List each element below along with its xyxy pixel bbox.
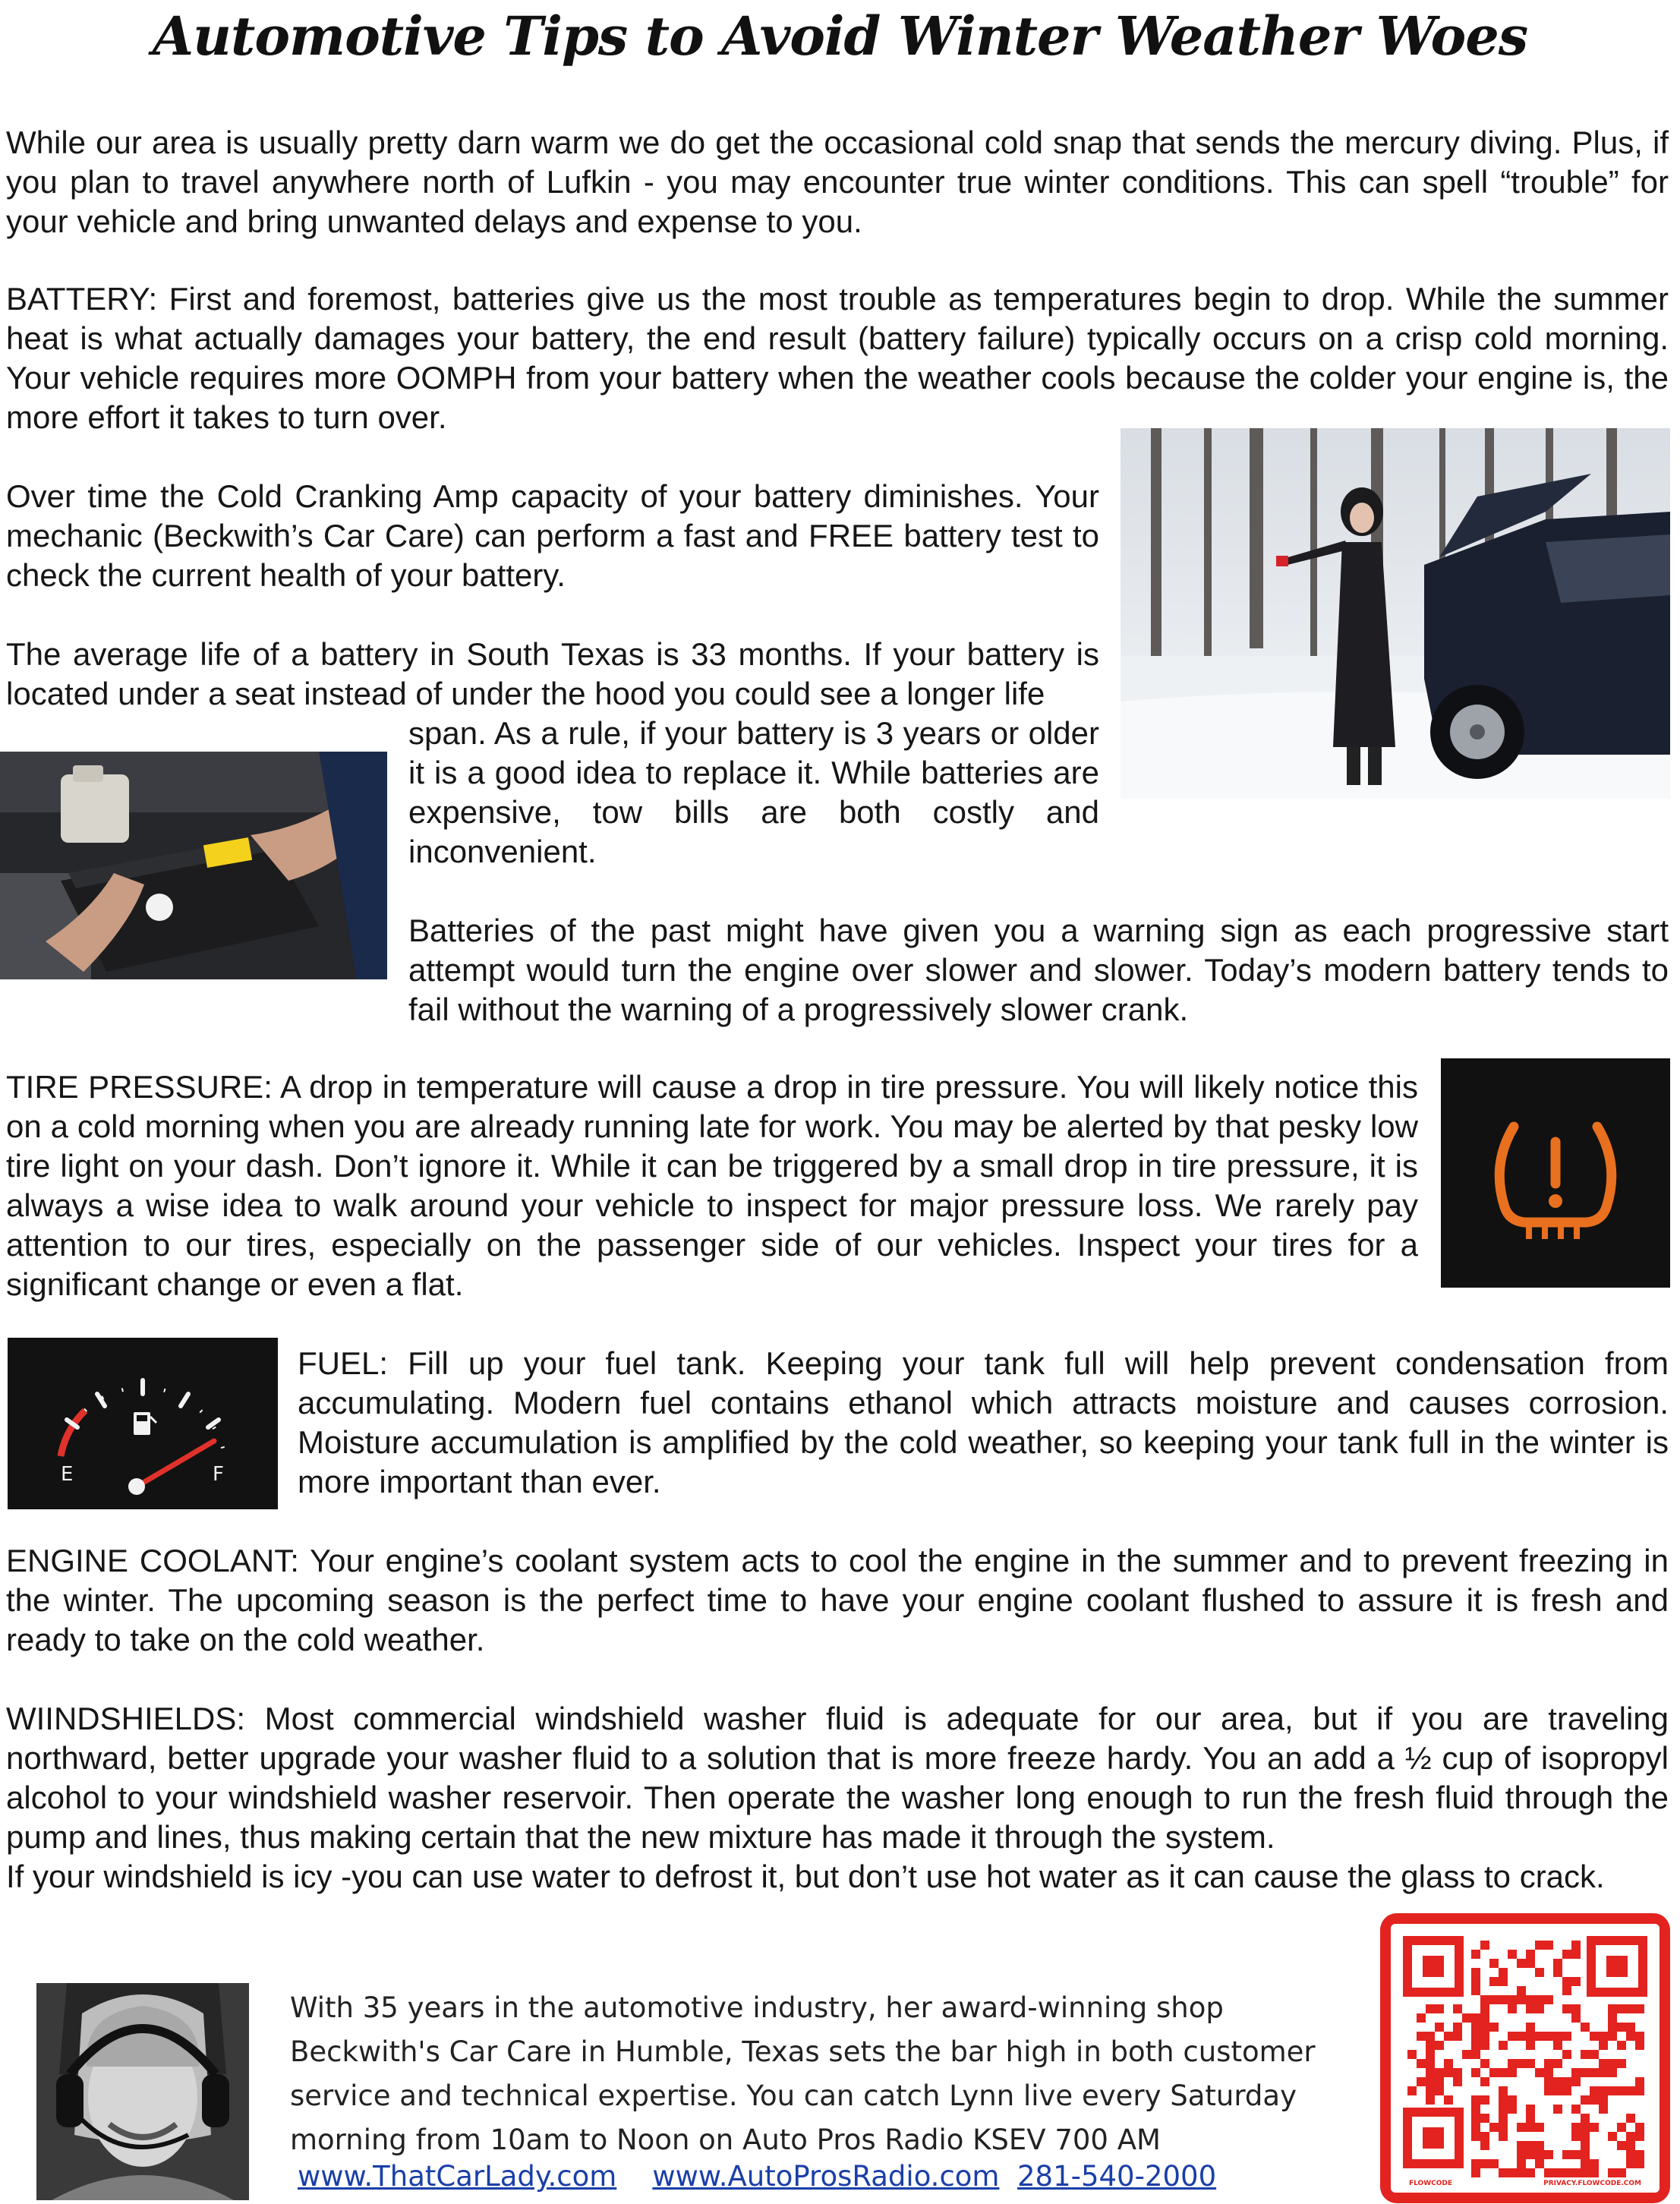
qr-module [1480,2159,1489,2168]
qr-module [1626,2150,1635,2159]
qr-module [1590,2168,1599,2177]
qr-module [1471,2013,1480,2023]
qr-module [1480,1995,1489,2004]
tire-text: A drop in temperature will cause a drop in tire pressure. You will likely notice this on a cold morning when you are already running late for work. You may be alerted by that pesky low tire light on your dash. Don’t ignore it. While it can be triggered by a small drop in tire pressure, it is always a wise idea to walk around your vehicle to inspect for major pressure loss. We rarely pay attention to our tires, especially on the passenger side of our vehicles. Inspect your tires for a significant change or even a flat. [6,1069,1418,1302]
qr-module [1480,2132,1489,2141]
qr-module [1435,2023,1444,2032]
qr-module [1581,2159,1590,2168]
qr-module [1562,2077,1571,2086]
qr-module [1417,2032,1426,2041]
qr-module [1553,2077,1562,2086]
qr-module [1471,1986,1480,1995]
qr-module [1499,2132,1508,2141]
qr-module [1599,2105,1608,2114]
qr-module [1499,1995,1508,2004]
autoprosradio-link[interactable]: www.AutoProsRadio.com [652,2160,1000,2193]
qr-module [1571,1941,1581,1950]
qr-module [1480,2013,1489,2023]
qr-module [1471,2105,1480,2114]
qr-module [1499,2086,1508,2095]
qr-module [1544,1995,1553,2004]
qr-module [1544,2059,1553,2068]
qr-module [1608,2068,1617,2077]
qr-module [1535,2159,1544,2168]
qr-module [1499,2068,1508,2077]
gauge-full-label: F [213,1463,224,1486]
qr-module [1417,2077,1426,2086]
qr-module [1635,2086,1644,2095]
qr-module [1517,2123,1526,2132]
qr-module [1444,2068,1453,2077]
qr-module [1571,2132,1581,2141]
qr-module [1508,2032,1517,2041]
qr-module [1453,2068,1462,2077]
qr-module [1617,2004,1626,2013]
gauge-empty-label: E [61,1463,74,1486]
qr-module [1635,2123,1644,2132]
qr-module [1635,2004,1644,2013]
qr-module [1562,2032,1571,2041]
qr-module [1471,2041,1480,2050]
qr-module [1435,2077,1444,2086]
qr-module [1562,2004,1571,2013]
qr-module [1526,1950,1535,1959]
qr-module [1471,2050,1480,2059]
qr-module [1590,2159,1599,2168]
qr-module [1526,2123,1535,2132]
qr-module [1571,1977,1581,1986]
qr-module [1417,2059,1426,2068]
qr-module [1608,2023,1617,2032]
qr-module [1626,2032,1635,2041]
qr-module [1535,1941,1544,1950]
qr-module [1508,2095,1517,2105]
qr-module [1517,2150,1526,2159]
qr-module [1426,2032,1435,2041]
qr-module [1471,2159,1480,2168]
qr-module [1581,2050,1590,2059]
qr-module [1544,2168,1553,2177]
qr-module [1626,2023,1635,2032]
windshields-heading: WIINDSHIELDS: [6,1701,246,1736]
qr-module [1617,2023,1626,2032]
qr-module [1526,2032,1535,2041]
qr-module [1544,2068,1553,2077]
qr-module [1535,2068,1544,2077]
qr-module [1617,2168,1626,2177]
intro-paragraph: While our area is usually pretty darn warm we do get the occasional cold snap that sends the mercury diving. Plus, if you plan to travel anywhere north of Lufkin - you may encounter true winter conditions. This can spell “trouble” for your vehicle and bring unwanted delays and expense to you. [6,125,1669,239]
qr-module [1499,2105,1508,2114]
qr-module [1471,2023,1480,2032]
qr-module [1508,2004,1517,2013]
tire-paragraph [6,1067,1418,1304]
qr-module [1571,1950,1581,1959]
qr-module [1471,2132,1480,2141]
qr-module [1553,2032,1562,2041]
winter-breakdown-photo [1121,428,1670,799]
qr-module [1617,2059,1626,2068]
thatcarlady-link[interactable]: www.ThatCarLady.com [298,2160,617,2193]
qr-module [1426,2077,1435,2086]
coolant-text: Your engine’s coolant system acts to cool the engine in the summer and to prevent freezing in the winter. The upcoming season is the perfect time to have your engine coolant flushed to assure it is fresh and ready to take on the cold weather. [6,1543,1669,1657]
qr-module [1480,2059,1489,2068]
qr-module [1562,2086,1571,2095]
qr-module [1407,2050,1417,2059]
qr-module [1571,2077,1581,2086]
qr-module [1499,2123,1508,2132]
qr-module [1608,2032,1617,2041]
qr-module [1489,2023,1499,2032]
qr-module [1562,2150,1571,2159]
qr-module [1635,2077,1644,2086]
tire-heading: TIRE PRESSURE: [6,1069,273,1105]
qr-module [1489,2123,1499,2132]
qr-module [1480,1941,1489,1950]
qr-module [1499,2168,1508,2177]
qr-module [1544,2150,1553,2159]
qr-module [1553,2059,1562,2068]
qr-module [1517,2159,1526,2168]
qr-module [1608,2004,1617,2013]
bio-line: Beckwith's Car Care in Humble, Texas sets the bar high in both customer [290,2035,1316,2068]
qr-module [1590,2095,1599,2105]
qr-module [1526,2059,1535,2068]
qr-module [1626,2004,1635,2013]
qr-module [1480,2114,1489,2123]
qr-module [1499,2041,1508,2050]
qr-module [1562,1977,1571,1986]
qr-module [1526,2168,1535,2177]
qr-module [1480,2095,1489,2105]
qr-module [1581,2023,1590,2032]
bio-line: service and technical expertise. You can catch Lynn live every Saturday [290,2079,1297,2112]
qr-module [1553,1968,1562,1977]
qr-module [1635,2150,1644,2159]
battery-heading: BATTERY: [6,281,158,317]
qr-module [1617,2041,1626,2050]
qr-module [1471,2123,1480,2132]
qr-module [1635,2132,1644,2141]
qr-module [1544,2077,1553,2086]
qr-module [1517,2141,1526,2150]
qr-module [1453,2004,1462,2013]
qr-module [1599,2086,1608,2095]
qr-module [1562,1986,1571,1995]
qr-module [1617,2086,1626,2095]
qr-module [1480,2041,1489,2050]
battery-paragraph-3b: span. As a rule, if your battery is 3 years or older it is a good idea to replace it. While batteries are expensive, tow bills are both costly and inconvenient. [408,715,1099,869]
qr-module [1535,2004,1544,2013]
qr-module [1444,2032,1453,2041]
qr-module [1617,2123,1626,2132]
qr-module [1471,2032,1480,2041]
qr-module [1581,2068,1590,2077]
qr-module [1407,2086,1417,2095]
qr-module [1535,2141,1544,2150]
qr-module [1517,2168,1526,2177]
qr-module [1480,2032,1489,2041]
author-photo [36,1983,249,2200]
qr-module [1581,2132,1590,2141]
author-bio [290,1986,1353,2162]
qr-module [1462,2013,1471,2023]
qr-module [1526,2023,1535,2032]
qr-module [1435,2086,1444,2095]
qr-module [1571,2168,1581,2177]
qr-module [1480,2023,1489,2032]
qr-module [1553,2086,1562,2095]
qr-module [1608,2086,1617,2095]
qr-module [1553,2105,1562,2114]
qr-module [1544,2086,1553,2095]
qr-module [1544,2032,1553,2041]
qr-module [1508,1995,1517,2004]
qr-module [1571,2150,1581,2159]
qr-module [1535,1995,1544,2004]
qr-module [1581,2114,1590,2123]
qr-module [1590,2032,1599,2041]
bio-line: With 35 years in the automotive industry, her award-winning shop [290,1991,1224,2024]
qr-module [1426,2068,1435,2077]
qr-module [1426,2059,1435,2068]
qr-module [1508,2168,1517,2177]
qr-module [1508,1950,1517,1959]
qr-module [1571,2123,1581,2132]
windshields-text: Most commercial windshield washer fluid is adequate for our area, but if you are traveling northward, better upgrade your washer fluid to a solution that is more freeze hardy. You an add a ½ cup of isopropyl alcohol to your windshield washer reservoir. Then operate the washer long enough to run the fresh fluid through the pump and lines, thus making certain that the new mixture has made it through the system. [6,1701,1669,1855]
qr-module [1617,2141,1626,2150]
qr-module [1599,2032,1608,2041]
coolant-heading: ENGINE COOLANT: [6,1543,299,1578]
qr-module [1526,2105,1535,2114]
fuel-paragraph [298,1344,1669,1502]
battery-install-photo [0,752,387,979]
qr-module [1635,2041,1644,2050]
windshields-paragraph [6,1699,1669,1857]
qr-module [1571,2068,1581,2077]
qr-module [1626,2141,1635,2150]
qr-module [1571,2105,1581,2114]
qr-module [1517,1959,1526,1968]
qr-module [1581,2168,1590,2177]
phone-number[interactable]: 281-540-2000 [1017,2160,1217,2193]
fuel-text: Fill up your fuel tank. Keeping your tank full will help prevent condensation from accumulating. Modern fuel contains ethanol which attracts moisture and causes corrosion. Moisture accumulation is amplified by the cold weather, so keeping your tank full in the winter is more important than ever. [298,1345,1669,1499]
fuel-heading: FUEL: [298,1345,389,1381]
qr-module [1471,2068,1480,2077]
qr-module [1526,2004,1535,2013]
qr-module [1526,1995,1535,2004]
qr-module [1453,2077,1462,2086]
qr-module [1426,2095,1435,2105]
qr-module [1517,2032,1526,2041]
qr-module [1535,2150,1544,2159]
qr-module [1526,1959,1535,1968]
qr-module [1517,1986,1526,1995]
coolant-paragraph [6,1541,1669,1660]
qr-module [1508,2059,1517,2068]
qr-module [1499,2114,1508,2123]
qr-module [1553,2168,1562,2177]
qr-module [1553,2041,1562,2050]
qr-module [1526,2114,1535,2123]
qr-module [1526,2150,1535,2159]
qr-module [1608,2168,1617,2177]
qr-module [1626,2159,1635,2168]
qr-module [1562,2050,1571,2059]
qr-module [1517,2059,1526,2068]
qr-module [1471,1950,1480,1959]
qr-module [1489,2068,1499,2077]
qr-module [1571,2013,1581,2023]
qr-module [1562,2168,1571,2177]
qr-module [1480,2004,1489,2013]
qr-module [1526,2141,1535,2150]
qr-module [1453,2032,1462,2041]
qr-module [1608,2132,1617,2141]
fuel-gauge-icon [8,1338,278,1509]
qr-module [1517,1995,1526,2004]
qr-module [1635,2159,1644,2168]
qr-module [1608,2013,1617,2023]
qr-module [1571,2004,1581,2013]
qr-module [1590,2068,1599,2077]
qr-module [1435,2004,1444,2013]
battery-paragraph-3a: The average life of a battery in South Texas is 33 months. If your battery is located under a seat instead of under the hood you could see a longer life [6,636,1099,711]
qr-module [1608,2059,1617,2068]
qr-module [1590,2050,1599,2059]
qr-module [1435,2041,1444,2050]
qr-module [1599,2095,1608,2105]
bio-line: morning from 10am to Noon on Auto Pros Radio KSEV 700 AM [290,2124,1161,2156]
qr-module [1471,1977,1480,1986]
qr-module [1599,2059,1608,2068]
qr-module [1626,2132,1635,2141]
qr-module [1489,1959,1499,1968]
battery-text-1: First and foremost, batteries give us the most trouble as temperatures begin to drop. While the summer heat is what actually damages your battery, the end result (battery failure) typically occurs on a crisp cold morning. Your vehicle requires more OOMPH from your battery when the weather cools because the colder your engine is, the more effort it takes to turn over. [6,281,1669,435]
qr-module [1417,2013,1426,2023]
qr-module [1471,2114,1480,2123]
qr-module [1426,2050,1435,2059]
qr-module [1489,2159,1499,2168]
qr-brand-label: FLOWCODE [1409,2180,1453,2187]
qr-module [1435,2068,1444,2077]
qr-module [1590,2123,1599,2132]
contact-links [298,2158,1216,2196]
qr-module [1626,2086,1635,2095]
qr-module [1499,1977,1508,1986]
qr-module [1462,2050,1471,2059]
qr-module [1489,1977,1499,1986]
qr-module [1480,2077,1489,2086]
qr-module [1499,1968,1508,1977]
qr-module [1599,2041,1608,2050]
qr-module [1626,2114,1635,2123]
qr-module [1581,2095,1590,2105]
qr-module [1489,1995,1499,2004]
qr-module [1581,2123,1590,2132]
qr-module [1480,2141,1489,2150]
qr-module [1544,1941,1553,1950]
qr-module [1562,1950,1571,1959]
qr-module [1426,2004,1435,2013]
qr-module [1471,2095,1480,2105]
qr-module [1508,2068,1517,2077]
qr-module [1499,2095,1508,2105]
qr-module [1453,2023,1462,2032]
qr-module [1581,2141,1590,2150]
qr-module [1553,1959,1562,1968]
page-title: Automotive Tips to Avoid Winter Weather Woes [152,5,1528,68]
qr-module [1535,2123,1544,2132]
qr-module [1535,1968,1544,1977]
qr-code[interactable] [1380,1913,1670,2203]
qr-module [1471,1968,1480,1977]
windshields-paragraph-2: If your windshield is icy -you can use water to defrost it, but don’t use hot water as it can cause the glass to crack. [6,1859,1605,1894]
qr-privacy-label: PRIVACY.FLOWCODE.COM [1543,2180,1641,2187]
battery-paragraph-2: Over time the Cold Cranking Amp capacity of your battery diminishes. Your mechanic (Beckwith’s Car Care) can perform a fast and FREE battery test to check the current health of your battery. [6,478,1099,593]
battery-paragraph-4: Batteries of the past might have given you a warning sign as each progressive start attempt would turn the engine over slower and slower. Today’s modern battery tends to fail without the warning of a progressively slower crank. [408,913,1669,1027]
qr-module [1599,2068,1608,2077]
qr-module [1635,2032,1644,2041]
qr-module [1471,2168,1480,2177]
qr-module [1508,2105,1517,2114]
qr-module [1426,2041,1435,2050]
qr-module [1581,2150,1590,2159]
battery-paragraph-1 [6,279,1669,437]
qr-module [1590,2086,1599,2095]
qr-module [1526,2041,1535,2050]
qr-module [1444,2095,1453,2105]
qr-module [1444,2059,1453,2068]
tire-pressure-warning-icon [1441,1058,1670,1288]
qr-module [1535,2032,1544,2041]
qr-module [1426,2086,1435,2095]
